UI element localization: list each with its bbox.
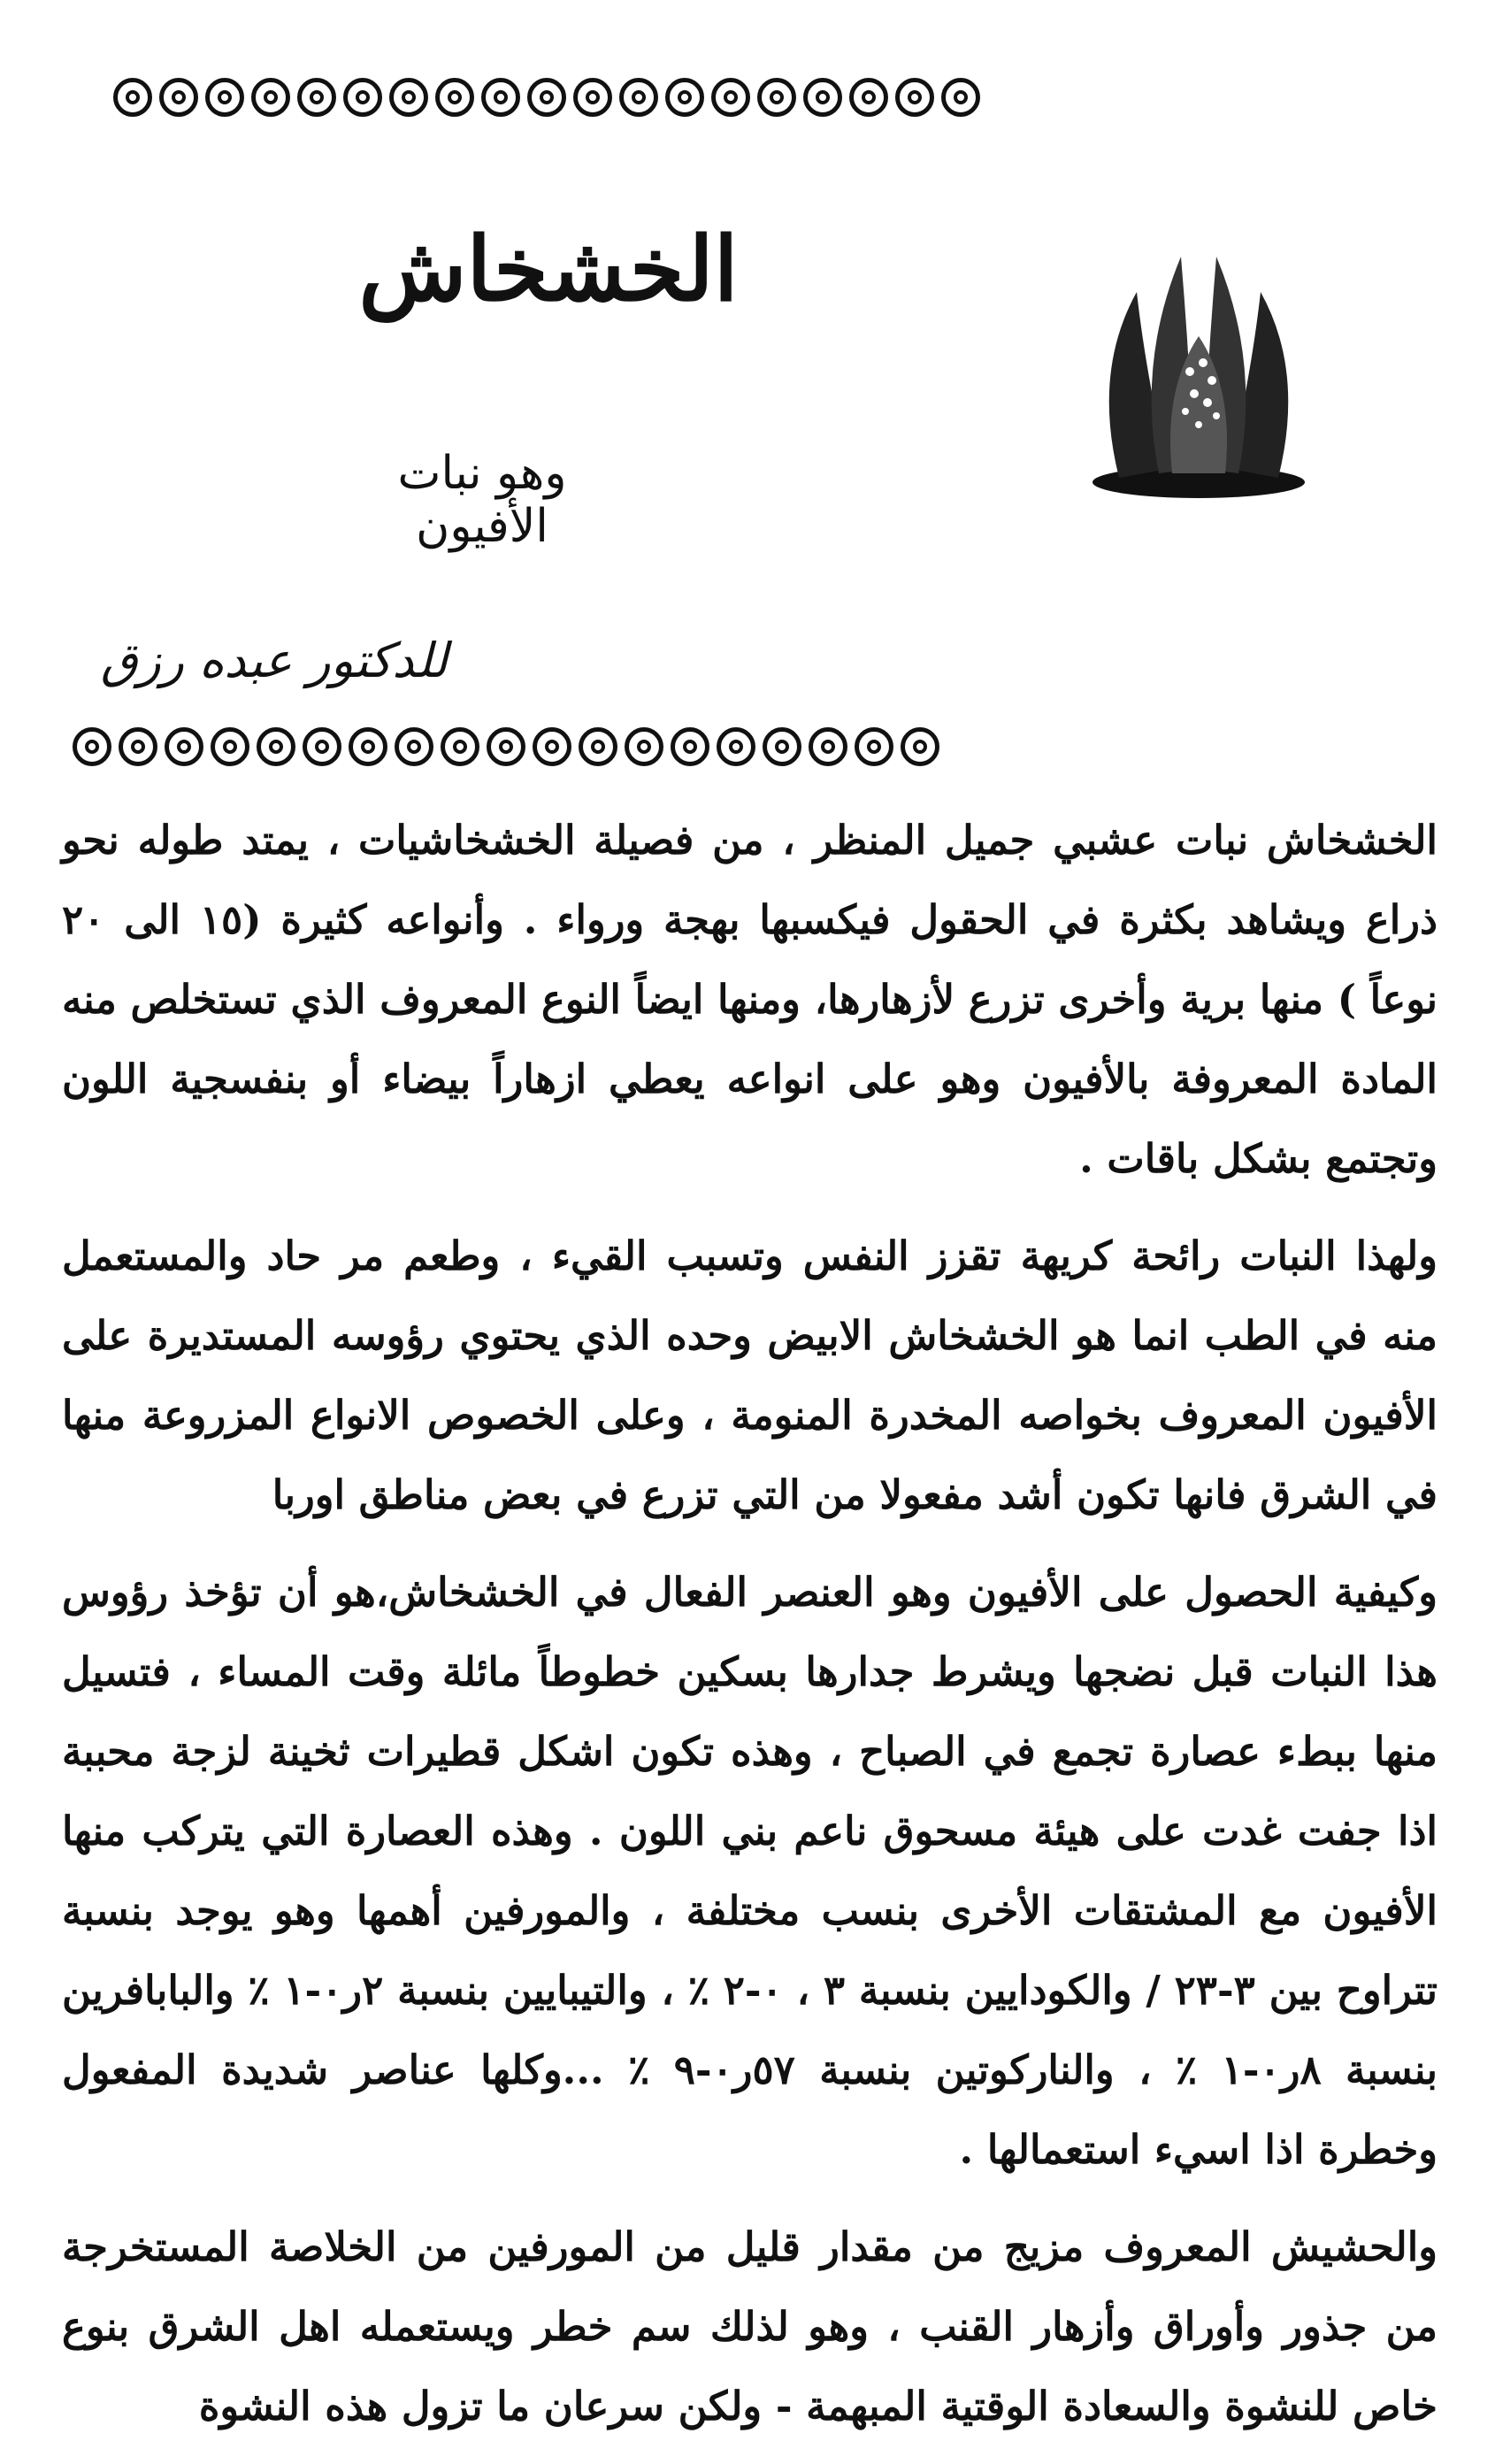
- ornament-circle: [251, 78, 290, 117]
- ornament-circle: [717, 727, 755, 766]
- ornament-circle: [73, 727, 111, 766]
- ornament-circle: [619, 78, 658, 117]
- ornament-circle: [159, 78, 198, 117]
- ornament-circle: [257, 727, 295, 766]
- ornament-circle: [435, 78, 474, 117]
- subtitle: وهو نبات الأفيون: [397, 447, 567, 553]
- ornament-circle: [803, 78, 842, 117]
- ornament-circle: [205, 78, 244, 117]
- ornament-circle: [297, 78, 336, 117]
- ornament-circle: [349, 727, 387, 766]
- page-title: الخشخاش: [358, 217, 739, 321]
- ornament-circle: [481, 78, 520, 117]
- ornament-circle: [901, 727, 939, 766]
- ornament-circle: [579, 727, 617, 766]
- ornament-circle: [855, 727, 893, 766]
- paragraph: الخشخاش نبات عشبي جميل المنظر ، من فصيلة الخشخاشيات ، يمتد طوله نحو ذراع ويشاهد بكثرة في الحقول فيكسبها بهجة ورواء . وأنواعه كثيرة (١٥ الى ٢٠ نوعاً ) منها برية وأخرى تزرع لأزهارها، ومنها ايضاً النوع المعروف الذي تستخلص منه المادة المعروفة بالأفيون وهو على انواعه يعطي ازهاراً بيضاء أو بنفسجية اللون وتجتمع بشكل باقات .: [62, 817, 1438, 1182]
- ornament-circle: [211, 727, 249, 766]
- ornament-circle: [895, 78, 934, 117]
- ornament-circle: [165, 727, 203, 766]
- ornament-border-bottom: [73, 727, 939, 766]
- ornament-circle: [533, 727, 571, 766]
- ornament-circle: [573, 78, 612, 117]
- ornament-circle: [395, 727, 433, 766]
- ornament-circle: [303, 727, 341, 766]
- ornament-circle: [487, 727, 525, 766]
- ornament-circle: [527, 78, 566, 117]
- ornament-circle: [757, 78, 796, 117]
- ornament-circle: [849, 78, 888, 117]
- ornament-circle: [711, 78, 750, 117]
- paragraph: والحشيش المعروف مزيج من مقدار قليل من المورفين من الخلاصة المستخرجة من جذور وأوراق وأزهار القنب ، وهو لذلك سم خطر ويستعمله اهل الشرق بنوع خاص للنشوة والسعادة الوقتية المبهمة - ولكن سرعان ما تزول هذه النشوة: [62, 2223, 1438, 2429]
- ornament-circle: [671, 727, 709, 766]
- ornament-circle: [763, 727, 801, 766]
- ornament-circle: [119, 727, 157, 766]
- ornament-circle: [441, 727, 479, 766]
- article-body: [62, 801, 1438, 2464]
- ornament-circle: [625, 727, 663, 766]
- poppy-plant-illustration: [1084, 239, 1314, 504]
- author-byline: للدكتور عبده رزق: [100, 633, 448, 688]
- ornament-circle: [389, 78, 428, 117]
- ornament-border-top: [113, 78, 980, 117]
- ornament-circle: [809, 727, 847, 766]
- ornament-circle: [343, 78, 382, 117]
- paragraph: ولهذا النبات رائحة كريهة تقزز النفس وتسبب القيء ، وطعم مر حاد والمستعمل منه في الطب انما هو الخشخاش الابيض وحده الذي يحتوي رؤوسه المستديرة على الأفيون المعروف بخواصه المخدرة المنومة ، وعلى الخصوص الانواع المزروعة منها في الشرق فانها تكون أشد مفعولا من التي تزرع في بعض مناطق اوربا: [62, 1232, 1438, 1518]
- paragraph: وكيفية الحصول على الأفيون وهو العنصر الفعال في الخشخاش،هو أن تؤخذ رؤوس هذا النبات قبل نضجها ويشرط جدارها بسكين خطوطاً مائلة وقت المساء ، فتسيل منها ببطء عصارة تجمع في الصباح ، وهذه تكون اشكل قطيرات ثخينة لزجة محببة اذا جفت غدت على هيئة مسحوق ناعم بني اللون . وهذه العصارة التي يتركب منها الأفيون مع المشتقات الأخرى بنسب مختلفة ، والمورفين أهمها وهو يوجد بنسبة تتراوح بين ٣-٢٣ / والكودايين بنسبة ٣ ، ٠-٢ ٪ ، والتيبايين بنسبة ٢ر٠-١ ٪ والبابافرين بنسبة ٨ر٠-١ ٪ ، والناركوتين بنسبة ٥٧ر٠-٩ ٪ ...وكلها عناصر شديدة المفعول وخطرة اذا اسيء استعمالها .: [62, 1569, 1438, 2173]
- ornament-circle: [941, 78, 980, 117]
- ornament-circle: [665, 78, 704, 117]
- ornament-circle: [113, 78, 152, 117]
